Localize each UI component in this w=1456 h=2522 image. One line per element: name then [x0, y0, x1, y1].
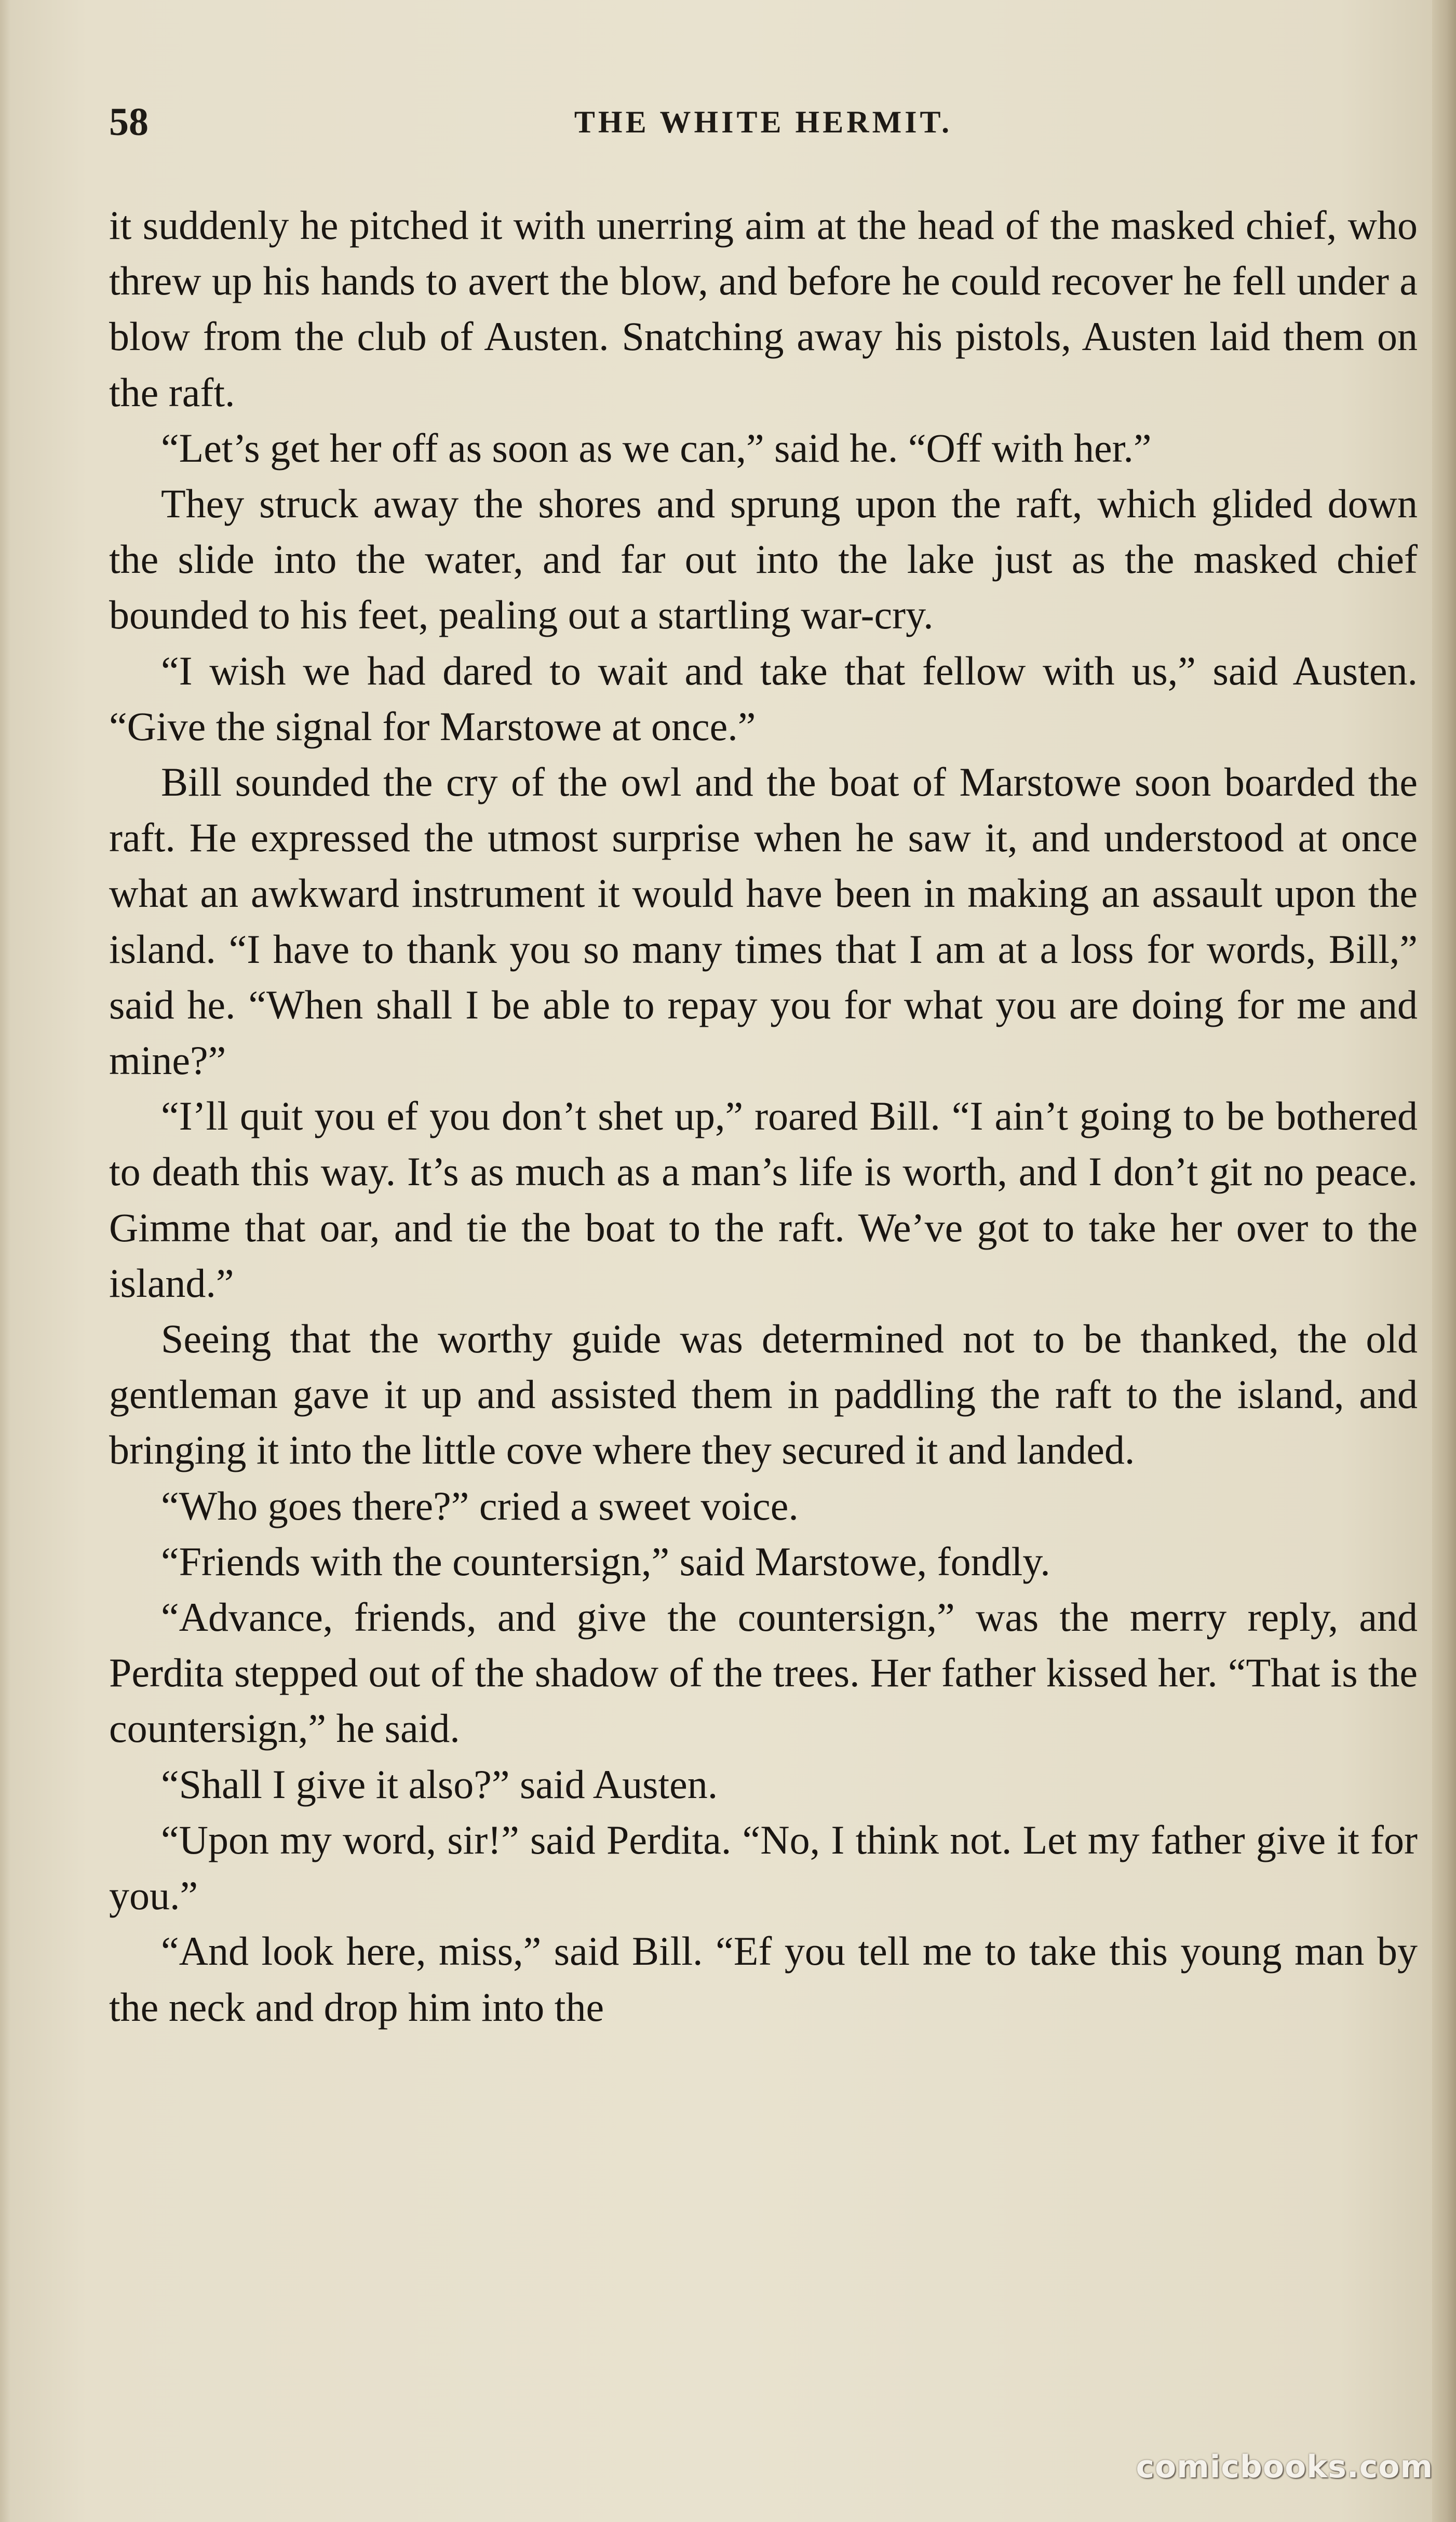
- paragraph: “And look here, miss,” said Bill. “Ef you tell me to take this young man by the neck and drop him into the: [109, 1923, 1418, 2034]
- paragraph: “Friends with the countersign,” said Marstowe, fondly.: [109, 1534, 1418, 1589]
- paragraph: They struck away the shores and sprung upon the raft, which glided down the slide into the water, and far out into the lake just as the masked chief bounded to his feet, pealing out a startling war-cry.: [109, 476, 1418, 643]
- paragraph: “Advance, friends, and give the countersign,” was the merry reply, and Perdita stepped out of the shadow of the trees. Her father kissed her. “That is the countersign,” he said.: [109, 1589, 1418, 1756]
- paragraph: “I wish we had dared to wait and take that fellow with us,” said Austen. “Give the signal for Marstowe at once.”: [109, 643, 1418, 754]
- watermark: comicbooks.com: [1080, 2449, 1433, 2485]
- paragraph: “I’ll quit you ef you don’t shet up,” roared Bill. “I ain’t going to be bothered to death this way. It’s as much as a man’s life is worth, and I don’t git no peace. Gimme that oar, and tie the boat to the raft. We’ve got to take her over to the island.”: [109, 1088, 1418, 1311]
- paragraph: “Shall I give it also?” said Austen.: [109, 1756, 1418, 1812]
- paragraph: “Let’s get her off as soon as we can,” said he. “Off with her.”: [109, 420, 1418, 476]
- paragraph: Seeing that the worthy guide was determined not to be thanked, the old gentleman gave it up and assisted them in paddling the raft to the island, and bringing it into the little cove where they secured it and landed.: [109, 1311, 1418, 1478]
- page-header: [109, 93, 1418, 151]
- running-title: THE WHITE HERMIT.: [109, 93, 1418, 151]
- page-number: 58: [109, 93, 149, 151]
- paragraph: “Upon my word, sir!” said Perdita. “No, I think not. Let my father give it for you.”: [109, 1812, 1418, 1923]
- paragraph: it suddenly he pitched it with unerring aim at the head of the masked chief, who threw up his hands to avert the blow, and before he could recover he fell under a blow from the club of Austen. Snatching away his pistols, Austen laid them on the raft.: [109, 197, 1418, 420]
- body-text: [109, 197, 1418, 2035]
- paragraph: Bill sounded the cry of the owl and the boat of Marstowe soon boarded the raft. He expressed the utmost surprise when he saw it, and understood at once what an awkward instrument it would have been in making an assault upon the island. “I have to thank you so many times that I am at a loss for words, Bill,” said he. “When shall I be able to repay you for what you are doing for me and mine?”: [109, 754, 1418, 1088]
- page-edge: [1432, 0, 1456, 2522]
- paragraph: “Who goes there?” cried a sweet voice.: [109, 1478, 1418, 1534]
- page-gutter-shadow: [0, 0, 10, 2522]
